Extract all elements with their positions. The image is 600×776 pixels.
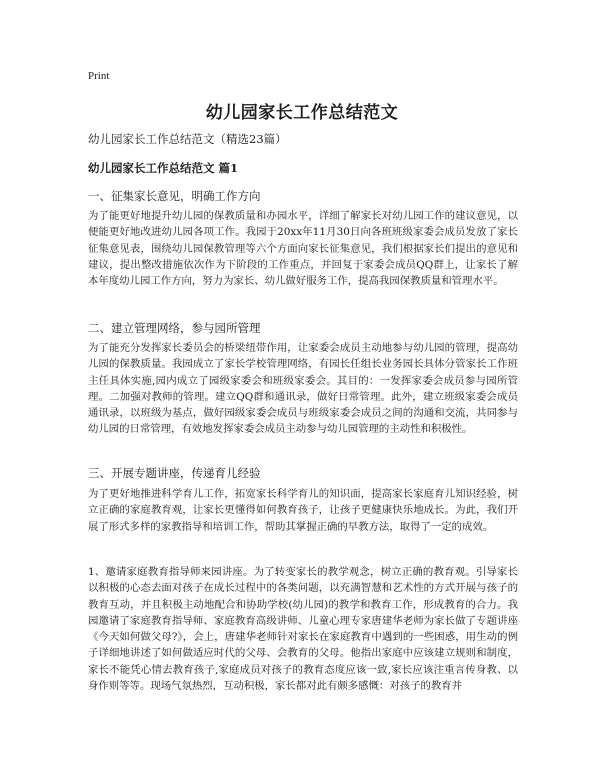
print-link[interactable]: Print [88,70,110,82]
page-title: 幼儿园家长工作总结范文 [205,103,399,123]
paragraph-4: 1、邀请家庭教育指导师来园讲座。为了转变家长的教学观念，树立正确的教育观。引导家长以积极的心态去面对孩子在成长过程中的各类问题，以充满智慧和艺术性的方式开展与孩子的教育互动，并且积极主动地配合和协助学校(幼儿园)的教学和教育工作，形成教育的合力。我园邀请了家庭教育指导师、家庭教育高级讲师、儿童心理专家唐建华老师为家长做了专题讲座《今天如何做父母?》，会上，唐建华老师针对家长在家庭教育中遇到的一些困惑，用生动的例子详细地讲述了如何做适应时代的父母、会教育的父母。他指出家庭中应该建立规则和制度，家长不能凭心情去教育孩子,家庭成员对孩子的教育态度应该一致,家长应该注重言传身教、以身作则等等。现场气氛热烈，互动积极，家长都对此有颇多感慨：对孩子的教育并 [88,566,518,693]
heading-3: 三、开展专题讲座，传递育儿经验 [88,466,261,480]
heading-1: 一、征集家长意见，明确工作方向 [88,189,261,203]
paragraph-3: 为了更好地推进科学育儿工作，拓宽家长科学育儿的知识面，提高家长家庭育儿知识经验，树立正确的家庭教育观，让家长更懂得如何教育孩子，让孩子更健康快乐地成长。为此，我们开展了形式多样的家教指导和培训工作，帮助其掌握正确的早教方法，取得了一定的成效。 [88,488,518,533]
paragraph-2: 为了能充分发挥家长委员会的桥梁纽带作用，让家委会成员主动地参与幼儿园的管理，提高幼儿园的保教质量。我园成立了家长学校管理网络，有园长任组长业务园长具体分管家长工作班主任具体实施,园内成立了园级家委会和班级家委会。其目的：一发挥家委会成员参与园所管理。二加强对教师的管理。建立QQ群和通讯录，做好日常管理。此外，建立班级家委会成员通讯录，以班级为基点，做好园级家委会成员与班级家委会成员之间的沟通和交流，共同参与幼儿园的日常管理，有效地发挥家委会成员主动参与幼儿园管理的主动性和积极性。 [88,342,518,436]
document-subtitle: 幼儿园家长工作总结范文（精选23篇） [88,132,287,146]
section-title: 幼儿园家长工作总结范文 篇1 [88,161,239,175]
paragraph-1: 为了能更好地提升幼儿园的保教质量和办园水平，详细了解家长对幼儿园工作的建议意见，以便能更好地改进幼儿园各项工作。我园于20xx年11月30日向各班班级家委会成员发放了家长征集意见表，围绕幼儿园保教管理等六个方面向家长征集意见，我们根据家长们提出的意见和建议，提出整改措施依次作为下阶段的工作重点，并回复于家委会成员QQ群上，让家长了解本年度幼儿园工作方向，努力为家长、幼儿做好服务工作，提高我园保教质量和管理水平。 [88,210,518,288]
heading-2: 二、建立管理网络，参与园所管理 [88,321,261,335]
